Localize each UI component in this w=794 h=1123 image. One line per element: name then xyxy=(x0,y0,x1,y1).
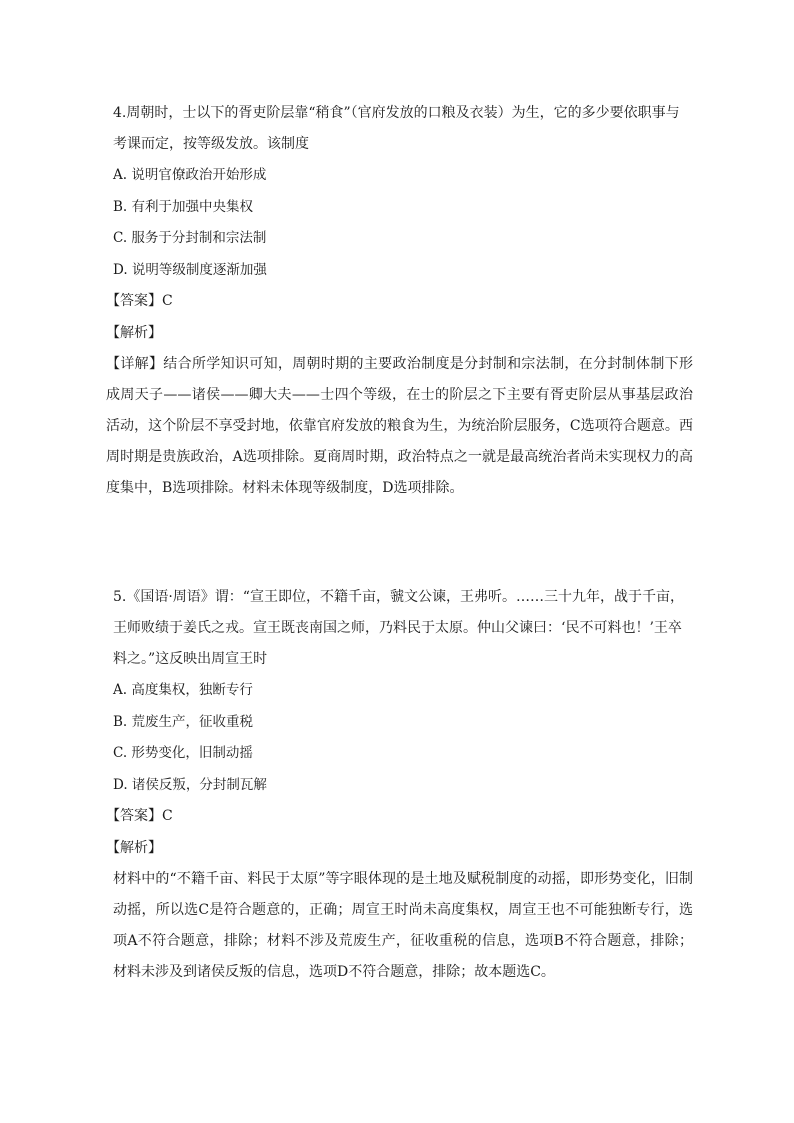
analysis-label: 【解析】 xyxy=(106,839,162,856)
option-b: B. 有利于加强中央集权 xyxy=(113,198,254,215)
option-c: C. 服务于分封制和宗法制 xyxy=(113,230,267,246)
question-5 xyxy=(106,582,693,988)
option-b: B. 荒废生产，征收重税 xyxy=(113,713,254,730)
question-stem: 4.周朝时，士以下的胥吏阶层靠“稍食”（官府发放的口粮及衣装）为生，它的多少要依职事与考课而定，按等级发放。该制度 xyxy=(113,105,680,152)
option-a: A. 高度集权，独断专行 xyxy=(113,682,253,698)
option-a: A. 说明官僚政治开始形成 xyxy=(113,167,267,183)
document-page xyxy=(106,98,693,988)
spacer xyxy=(113,504,693,582)
question-stem: 5.《国语·周语》谓：“宣王即位，不籍千亩，虢文公谏，王弗听。……三十九年，战于千亩，王师败绩于姜氏之戎。宣王既丧南国之师，乃料民于太原。仲山父谏曰：‘民不可料也！’王卒料之。”这反映出周宣王时 xyxy=(113,589,684,667)
option-d: D. 说明等级制度逐渐加强 xyxy=(113,261,267,278)
question-4 xyxy=(106,98,693,504)
analysis-text: 【详解】结合所学知识可知，周朝时期的主要政治制度是分封制和宗法制，在分封制体制下形成周天子——诸侯——卿大夫——士四个等级，在士的阶层之下主要有胥吏阶层从事基层政治活动，这个阶层不享受封地，依靠官府发放的粮食为生，为统治阶层服务，C选项符合题意。西周时期是贵族政治，A选项排除。夏商周时期，政治特点之一就是最高统治者尚未实现权力的高度集中，B选项排除。材料未体现等级制度，D选项排除。 xyxy=(106,356,693,496)
option-d: D. 诸侯反叛，分封制瓦解 xyxy=(113,776,267,793)
option-c: C. 形势变化，旧制动摇 xyxy=(113,745,253,761)
answer-label: 【答案】C xyxy=(106,808,173,824)
analysis-label: 【解析】 xyxy=(106,324,162,341)
answer-label: 【答案】C xyxy=(106,293,173,309)
analysis-text: 材料中的“不籍千亩、料民于太原”等字眼体现的是土地及赋税制度的动摇，即形势变化，旧制动摇，所以选C是符合题意的，正确；周宣王时尚未高度集权，周宣王也不可能独断专行，选项A不符合题意，排除；材料不涉及荒废生产，征收重税的信息，选项B不符合题意，排除；材料未涉及到诸侯反叛的信息，选项D不符合题意，排除；故本题选C。 xyxy=(113,871,693,980)
